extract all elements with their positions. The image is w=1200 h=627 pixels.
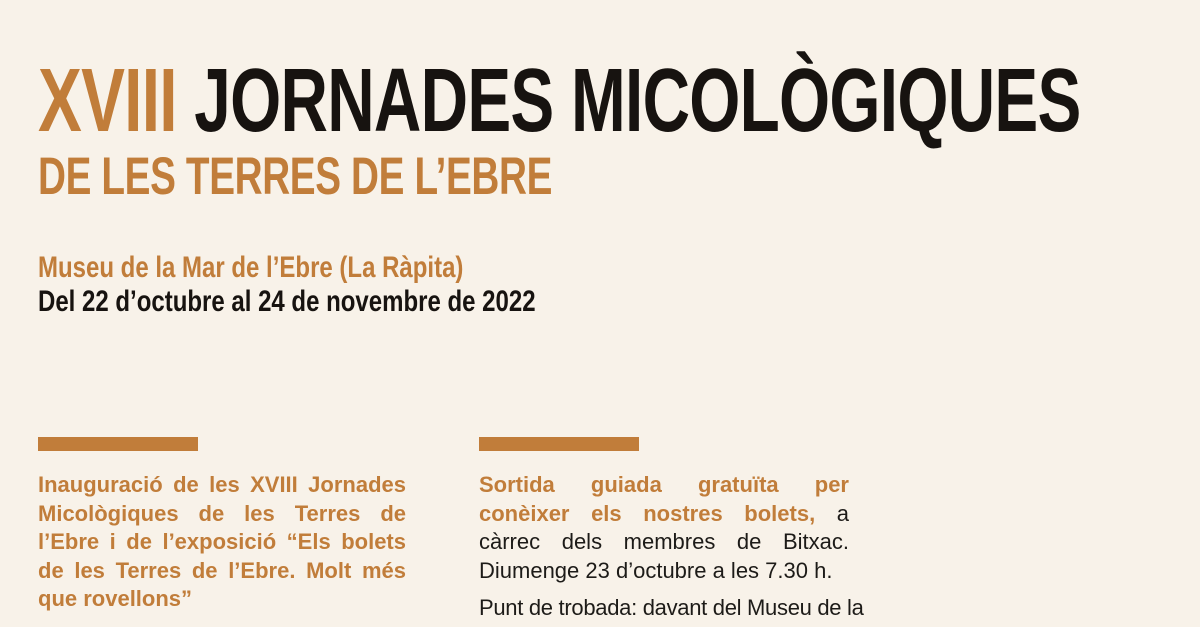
- section-marker-bar-left: [38, 437, 198, 451]
- venue-line: Museu de la Mar de l’Ebre (La Ràpita): [38, 251, 464, 284]
- meeting-point-text: Punt de trobada: davant del Museu de la: [479, 595, 864, 620]
- sortida-body-text: a càrrec dels membres de Bitxac. Diumenge 23 d’octubre a les 7.30 h.: [479, 500, 849, 583]
- title-text: JORNADES MICOLÒGIQUES: [194, 51, 1081, 151]
- column-inauguracio: [38, 471, 406, 614]
- meta-block: [38, 251, 660, 319]
- date-line: Del 22 d’octubre al 24 de novembre de 2022: [38, 285, 536, 318]
- main-title: [38, 51, 1081, 151]
- title-roman-numeral: XVIII: [38, 51, 177, 151]
- main-title-block: [38, 51, 1200, 206]
- sortida-paragraph: [479, 471, 849, 585]
- inauguracio-paragraph: [38, 471, 406, 614]
- subtitle: DE LES TERRES DE L’EBRE: [38, 147, 553, 206]
- sortida-highlight-text: Sortida guiada gratuïta per conèixer els nostres bolets,: [479, 472, 849, 526]
- section-marker-bar-right: [479, 437, 639, 451]
- column-sortida: [479, 471, 864, 623]
- inauguracio-highlight-text: Inauguració de les XVIII Jornades Micològiques de les Terres de l’Ebre i de l’exposició “Els bolets de les Terres de l’Ebre. Molt més que rovellons”: [38, 472, 406, 611]
